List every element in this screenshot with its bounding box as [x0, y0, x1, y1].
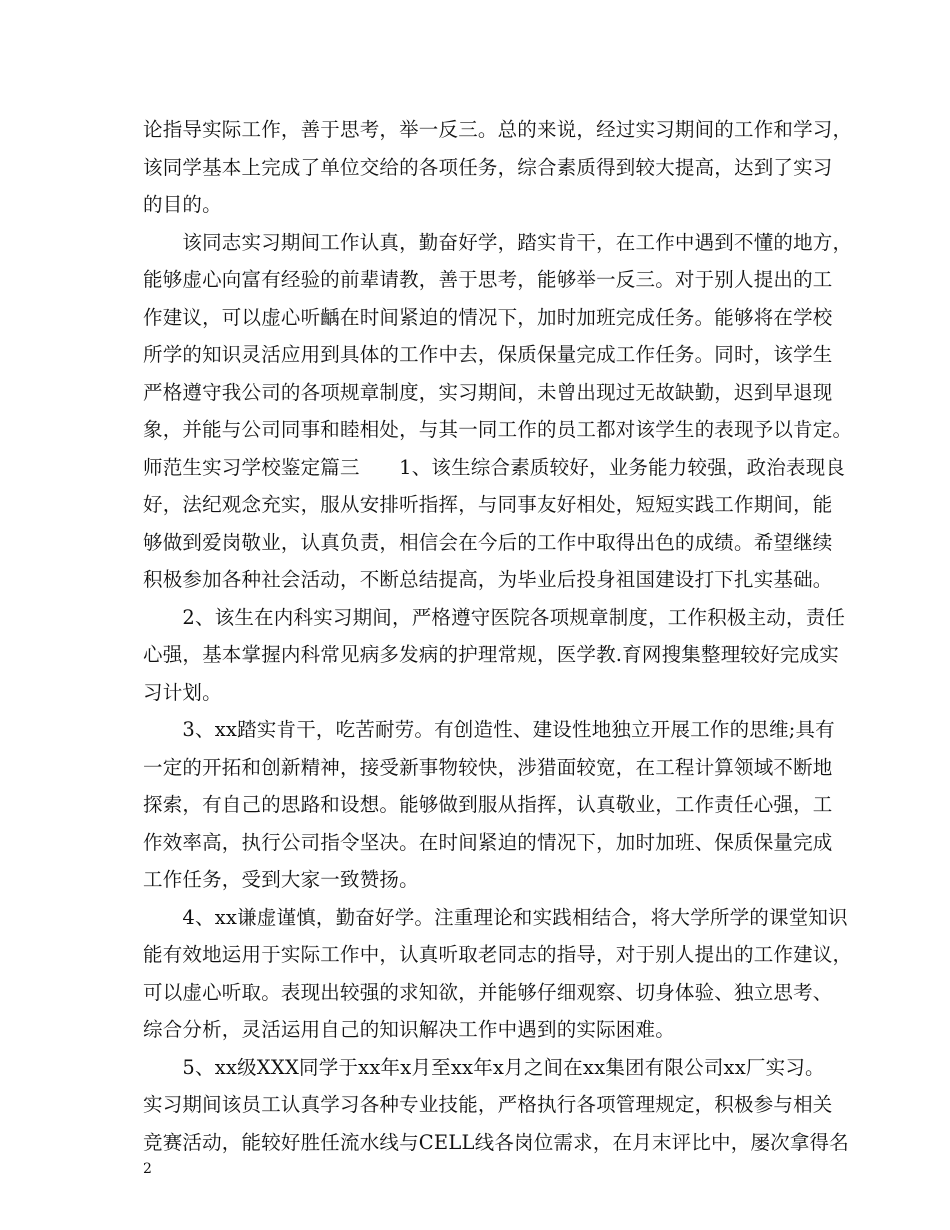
text-line: 积极参加各种社会活动，不断总结提高，为毕业后投身祖国建设打下扎实基础。 — [143, 568, 833, 591]
text-line: 可以虚心听取。表现出较强的求知欲，并能够仔细观察、切身体验、独立思考、 — [143, 981, 833, 1004]
text-line: 能够虚心向富有经验的前辈请教，善于思考，能够举一反三。对于别人提出的工 — [143, 268, 833, 291]
text-line: 竞赛活动，能较好胜任流水线与CELL线各岗位需求，在月末评比中，屡次拿得名 — [143, 1131, 849, 1154]
text-line: 探索，有自己的思路和设想。能够做到服从指挥，认真敬业，工作责任心强，工 — [143, 793, 833, 816]
text-line: 3、xx踏实肯干，吃苦耐劳。有创造性、建设性地独立开展工作的思维;具有 — [143, 718, 835, 741]
text-line: 象，并能与公司同事和睦相处，与其一同工作的员工都对该学生的表现予以肯定。 — [143, 418, 853, 441]
text-line: 工作任务，受到大家一致赞扬。 — [143, 868, 419, 891]
text-line: 能有效地运用于实际工作中，认真听取老同志的指导，对于别人提出的工作建议， — [143, 943, 853, 966]
text-line: 所学的知识灵活应用到具体的工作中去，保质保量完成工作任务。同时，该学生 — [143, 343, 833, 366]
text-line: 严格遵守我公司的各项规章制度，实习期间，未曾出现过无故缺勤，迟到早退现 — [143, 381, 833, 404]
text-line: 够做到爱岗敬业，认真负责，相信会在今后的工作中取得出色的成绩。希望继续 — [143, 531, 833, 554]
text-line: 综合分析，灵活运用自己的知识解决工作中遇到的实际困难。 — [143, 1018, 675, 1041]
text-line: 心强，基本掌握内科常见病多发病的护理常规，医学教.育网搜集整理较好完成实 — [143, 643, 839, 666]
text-line: 的目的。 — [143, 193, 222, 216]
page-number: 2 — [143, 1161, 152, 1177]
text-line: 好，法纪观念充实，服从安排听指挥，与同事友好相处，短短实践工作期间，能 — [143, 493, 833, 516]
text-line: 该同学基本上完成了单位交给的各项任务，综合素质得到较大提高，达到了实习 — [143, 156, 833, 179]
text-line: 该同志实习期间工作认真，勤奋好学，踏实肯干，在工作中遇到不懂的地方， — [143, 231, 853, 254]
text-line: 5、xx级XXX同学于xx年x月至xx年x月之间在xx集团有限公司xx厂实习。 — [143, 1056, 825, 1079]
text-line: 实习期间该员工认真学习各种专业技能，严格执行各项管理规定，积极参与相关 — [143, 1093, 833, 1116]
text-line: 2、该生在内科实习期间，严格遵守医院各项规章制度，工作积极主动，责任 — [143, 606, 846, 629]
text-line: 习计划。 — [143, 681, 222, 704]
text-line: 师范生实习学校鉴定篇三 1、该生综合素质较好，业务能力较强，政治表现良 — [143, 456, 846, 479]
text-line: 论指导实际工作，善于思考，举一反三。总的来说，经过实习期间的工作和学习， — [143, 118, 853, 141]
text-line: 作建议，可以虚心听齲在时间紧迫的情况下，加时加班完成任务。能够将在学校 — [143, 306, 833, 329]
text-line: 4、xx谦虚谨慎，勤奋好学。注重理论和实践相结合，将大学所学的课堂知识 — [143, 906, 848, 929]
text-line: 一定的开拓和创新精神，接受新事物较快，涉猎面较宽，在工程计算领域不断地 — [143, 756, 833, 779]
text-line: 作效率高，执行公司指令坚决。在时间紧迫的情况下，加时加班、保质保量完成 — [143, 831, 833, 854]
